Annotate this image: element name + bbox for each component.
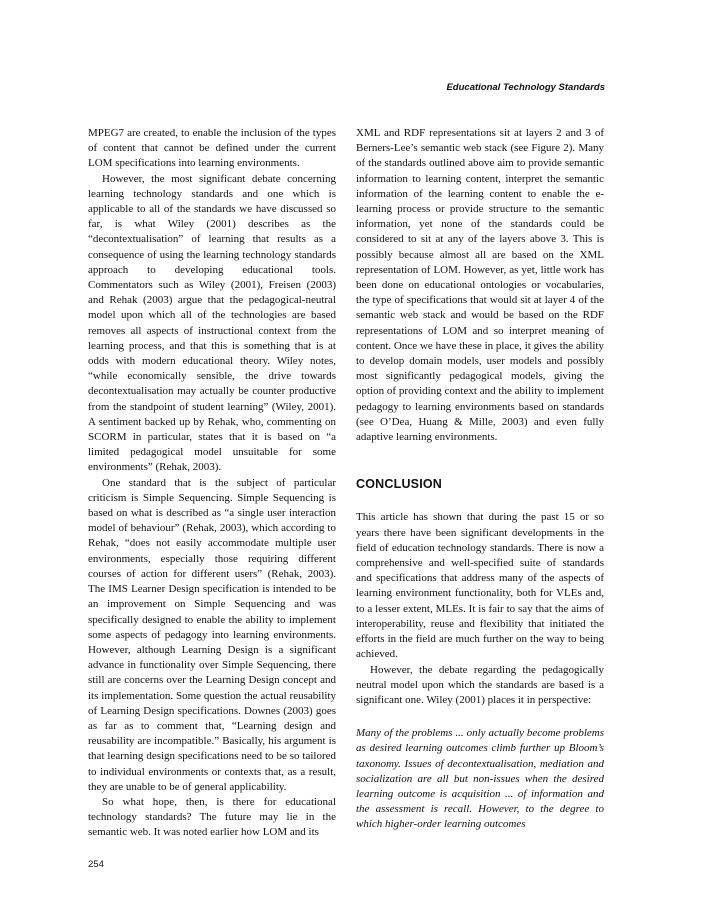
paragraph: This article has shown that during the past 15 or so years there have been significant developments in the field of education technology standards. There is now a comprehensive and well-specified suite of standards and specifications that address many of the aspects of learning environment functionality, both for VLEs and, to a lesser extent, MLEs. It is fair to say that the aims of interoperability, reuse and flexibility that initiated the efforts in the field are much further on the way to being achieved. bbox=[356, 511, 604, 661]
left-column bbox=[88, 126, 336, 841]
running-header: Educational Technology Standards bbox=[446, 82, 605, 93]
paragraph: XML and RDF representations sit at layers 2 and 3 of Berners-Lee’s semantic web stack (see Figure 2). Many of the standards outlined above aim to provide semantic information to learning content, interpret the semantic information of the learning content to enable the e-learning process or provide structure to the semantic information, yet none of the standards could be considered to sit at any of the layers above 3. This is possibly because almost all are based on the XML representation of LOM. However, as yet, little work has been done on educational ontologies or vocabularies, the type of specifications that would sit at layer 4 of the semantic web stack and would be based on the RDF representations of LOM and so interpret meaning of content. Once we have these in place, it gives the ability to develop domain models, user models and possibly most significantly pedagogical models, giving the option of providing context and the ability to implement pedagogy to learning environments based on standards (see O’Dea, Huang & Mille, 2003) and even fully adaptive learning environments. bbox=[356, 127, 604, 444]
page-number: 254 bbox=[88, 859, 104, 870]
block-quote: Many of the problems ... only actually become problems as desired learning outcomes climb further up Bloom’s taxonomy. Issues of decontextualisation, mediation and socialization are all but non-issues when the desired learning outcome is acquisition ... of information and the assessment is recall. However, to the degree to which higher-order learning outcomes bbox=[356, 727, 604, 831]
section-heading: CONCLUSION bbox=[356, 477, 443, 492]
right-column bbox=[356, 126, 604, 833]
paragraph: However, the debate regarding the pedagogically neutral model upon which the standards are based is a significant one. Wiley (2001) places it in perspective: bbox=[356, 663, 604, 706]
paragraph: One standard that is the subject of particular criticism is Simple Sequencing. Simple Sequencing is based on what is described as “a single user interaction model of behaviour” (Rehak, 2003), which according to Rehak, “does not easily accommodate multiple user environments, especially those requiring different courses of action for different users” (Rehak, 2003). The IMS Learner Design specification is intended to be an improvement on Simple Sequencing and was specifically designed to enable the ability to implement some aspects of pedagogy into learning environments. However, although Learning Design is a significant advance in functionality over Simple Sequencing, there still are concerns over the Learning Design concept and its implementation. Some question the actual reusability of Learning Design specifications. Downes (2003) goes as far as to comment that, “Learning design and reusability are incompatible.” Basically, his argument is that learning design specifications need to be so tailored to individual environments or contexts that, as a result, they are unable to be of general applicability. bbox=[88, 476, 336, 793]
paragraph: However, the most significant debate concerning learning technology standards and one which is applicable to all of the standards we have discussed so far, is what Wiley (2001) describes as the “decontextualisation” of learning that results as a consequence of using the learning technology standards approach to developing educational tools. Commentators such as Wiley (2001), Freisen (2003) and Rehak (2003) argue that the pedagogical-neutral model upon which all of the technologies are based removes all aspects of instructional context from the learning process, and that this is something that is at odds with modern educational theory. Wiley notes, “while economically sensible, the drive towards decontextualisation may actually be counter productive from the standpoint of student learning” (Wiley, 2001). A sentiment backed up by Rehak, who, commenting on SCORM in particular, states that it is based on “a limited pedagogical model unsuitable for some environments” (Rehak, 2003). bbox=[88, 172, 336, 474]
paragraph: MPEG7 are created, to enable the inclusion of the types of content that cannot be defined under the current LOM specifications into learning environments. bbox=[88, 127, 336, 170]
paragraph: So what hope, then, is there for educational technology standards? The future may lie in the semantic web. It was noted earlier how LOM and its bbox=[88, 795, 336, 839]
